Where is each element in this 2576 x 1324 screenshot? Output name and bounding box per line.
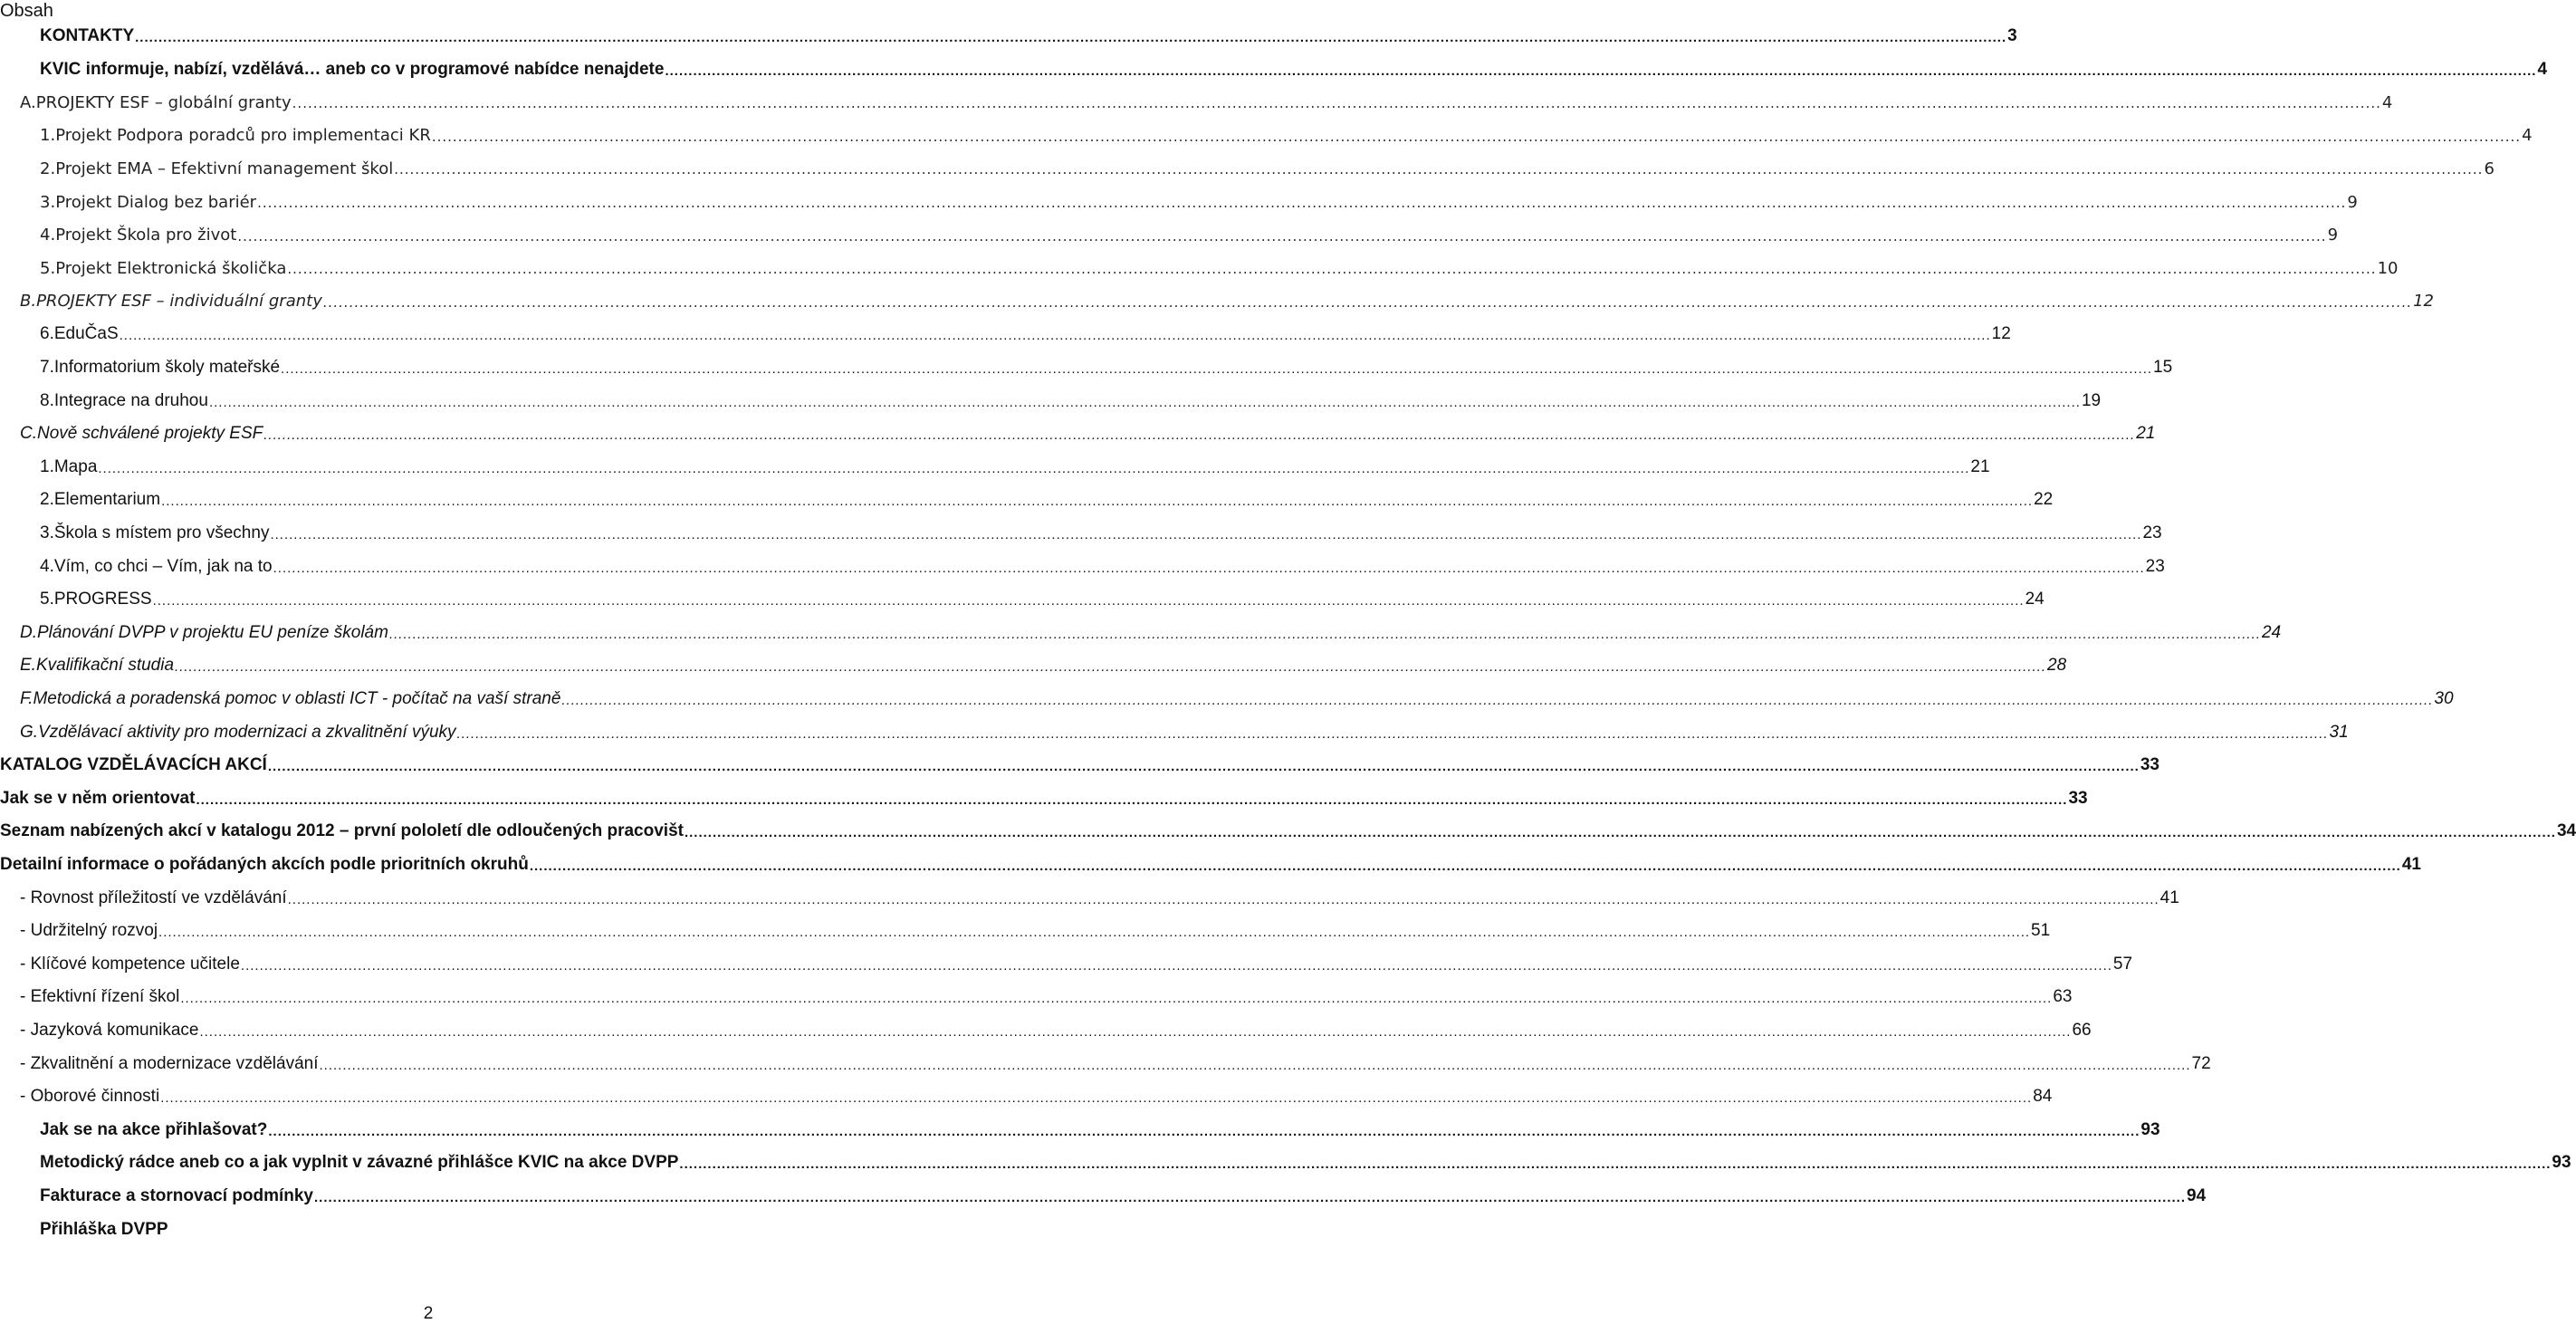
- toc-entry-page: 66: [2072, 1021, 2092, 1040]
- toc-entry-page: 19: [2081, 390, 2102, 410]
- toc-entry-page: 33: [2140, 755, 2159, 775]
- toc-entry-number: 2.: [40, 158, 56, 178]
- toc-entry-page: 3: [2007, 26, 2017, 45]
- toc-dot-leader: ................................................................................................................................................................................................................................................................................................................................................................................................................: [180, 991, 2053, 1007]
- toc-entry[interactable]: [0, 815, 2576, 848]
- toc-entry[interactable]: [0, 981, 2073, 1013]
- toc-entry-number: 7.: [40, 358, 54, 377]
- toc-entry-number: 1.: [40, 456, 54, 476]
- toc-entry[interactable]: [0, 1014, 2092, 1047]
- toc-entry-page: 12: [1991, 324, 2011, 344]
- toc-entry-number: 2.: [40, 490, 54, 510]
- footer-page-number: 2: [423, 1304, 434, 1323]
- toc-entry-page: 63: [2053, 987, 2073, 1007]
- toc-dot-leader: ................................................................................................................................................................................................................................................................................................................................................................................................................: [529, 859, 2401, 874]
- toc-entry-page: 21: [1970, 456, 1990, 476]
- toc-entry[interactable]: [0, 53, 2548, 86]
- toc-entry-page: 23: [2142, 523, 2162, 542]
- toc-entry[interactable]: [0, 252, 2399, 284]
- toc-dot-leader: ................................................................................................................................................................................................................................................................................................................................................................................................................: [270, 527, 2142, 542]
- toc-entry-page: 93: [2140, 1119, 2160, 1139]
- toc-entry-title: PROGRESS: [53, 590, 152, 609]
- toc-entry[interactable]: [0, 385, 2102, 417]
- toc-entry-title: - Oborové činnosti: [20, 1087, 160, 1107]
- toc-entry-title: Projekt Podpora poradců pro implementaci KR: [55, 126, 431, 146]
- toc-dot-leader: ................................................................................................................................................................................................................................................................................................................................................................................................................: [160, 1090, 2033, 1107]
- toc-entry-title: Informatorium školy mateřské: [53, 358, 281, 377]
- toc-entry-number: 8.: [40, 390, 54, 410]
- toc-entry-page: 84: [2033, 1087, 2053, 1107]
- toc-entry[interactable]: [0, 749, 2159, 782]
- toc-entry-title: Kvalifikační studia: [35, 656, 175, 676]
- toc-entry-page: 72: [2191, 1053, 2211, 1073]
- toc-entry-title: Plánování DVPP v projektu EU peníze školám: [37, 622, 388, 642]
- toc-entry-page: 93: [2552, 1153, 2571, 1173]
- toc-entry-page: 15: [2153, 358, 2173, 377]
- toc-dot-leader: ................................................................................................................................................................................................................................................................................................................................................................................................................: [561, 693, 2434, 708]
- toc-entry-page: 41: [2401, 855, 2421, 874]
- toc-entry-page: 41: [2159, 887, 2179, 907]
- toc-entry-title: Integrace na druhou: [53, 390, 208, 410]
- toc-entry[interactable]: [0, 882, 2179, 915]
- toc-entry[interactable]: [0, 948, 2133, 981]
- toc-dot-leader: ................................................................................................................................................................................................................................................................................................................................................................................................................: [287, 261, 2377, 278]
- toc-entry[interactable]: [0, 517, 2162, 550]
- toc-entry[interactable]: [0, 318, 2011, 350]
- toc-entry-title: Metodický rádce aneb co a jak vyplnit v závazné přihlášce KVIC na akce DVPP: [40, 1153, 679, 1173]
- toc-entry-number: A.: [20, 92, 36, 112]
- toc-dot-leader: ................................................................................................................................................................................................................................................................................................................................................................................................................: [240, 957, 2112, 974]
- toc-entry-title: KONTAKTY: [40, 26, 135, 45]
- toc-entry-title: Fakturace a stornovací podmínky: [40, 1186, 313, 1205]
- toc-entry-title: Vím, co chci – Vím, jak na to: [53, 556, 273, 576]
- toc-entry-page: 28: [2047, 656, 2067, 676]
- toc-heading: Obsah: [0, 1, 53, 21]
- toc-entry-title: Projekt Elektronická školička: [55, 258, 287, 278]
- toc-entry-page: 34: [2556, 821, 2576, 841]
- toc-entry[interactable]: [0, 617, 2282, 649]
- toc-entry-title: Projekt EMA – Efektivní management škol: [55, 158, 394, 178]
- toc-entry-title: Detailní informace o pořádaných akcích podle prioritních okruhů: [0, 855, 529, 874]
- toc-dot-leader: ................................................................................................................................................................................................................................................................................................................................................................................................................: [394, 161, 2484, 178]
- toc-dot-leader: ................................................................................................................................................................................................................................................................................................................................................................................................................: [273, 560, 2145, 576]
- toc-entry-title: Vzdělávací aktivity pro modernizaci a zkvalitnění výuky: [38, 722, 456, 742]
- toc-entry[interactable]: [0, 86, 2393, 119]
- toc-entry-title: - Rovnost příležitostí ve vzdělávání: [20, 887, 287, 907]
- toc-dot-leader: ................................................................................................................................................................................................................................................................................................................................................................................................................: [684, 825, 2556, 841]
- toc-entry[interactable]: [0, 849, 2421, 881]
- toc-entry-title: PROJEKTY ESF – globální granty: [35, 92, 292, 112]
- toc-entry[interactable]: [0, 1180, 2207, 1213]
- toc-entry-page: 24: [2025, 590, 2045, 609]
- toc-dot-leader: ................................................................................................................................................................................................................................................................................................................................................................................................................: [456, 725, 2329, 742]
- toc-entry-number: F.: [20, 689, 34, 708]
- toc-entry-number: E.: [20, 656, 36, 676]
- toc-entry[interactable]: [0, 782, 2088, 815]
- toc-dot-leader: ................................................................................................................................................................................................................................................................................................................................................................................................................: [322, 293, 2413, 311]
- toc-entry-page: 24: [2261, 622, 2282, 642]
- toc-dot-leader: ................................................................................................................................................................................................................................................................................................................................................................................................................: [388, 626, 2261, 642]
- toc-entry[interactable]: [0, 285, 2435, 318]
- toc-entry-title: KATALOG VZDĚLÁVACÍCH AKCÍ: [0, 755, 267, 775]
- toc-dot-leader: ................................................................................................................................................................................................................................................................................................................................................................................................................: [98, 460, 1970, 476]
- toc-entry[interactable]: [0, 915, 2051, 947]
- toc-entry-page: 57: [2112, 954, 2133, 974]
- toc-dot-leader: ................................................................................................................................................................................................................................................................................................................................................................................................................: [281, 361, 2153, 377]
- toc-dot-leader: ................................................................................................................................................................................................................................................................................................................................................................................................................: [119, 328, 1991, 344]
- toc-entry-title: - Efektivní řízení škol: [20, 987, 180, 1007]
- toc-entry-page: 6: [2484, 158, 2495, 178]
- toc-entry[interactable]: [0, 219, 2339, 252]
- toc-entry[interactable]: [0, 583, 2045, 616]
- toc-entry-number: 3.: [40, 192, 56, 212]
- toc-dot-leader: ................................................................................................................................................................................................................................................................................................................................................................................................................: [287, 891, 2159, 907]
- toc-entry[interactable]: [0, 351, 2173, 384]
- toc-entry-number: 5.: [40, 258, 56, 278]
- toc-entry-title: Nově schválené projekty ESF: [37, 424, 263, 444]
- toc-entry-title: Jak se v něm orientovat: [0, 788, 196, 808]
- toc-entry[interactable]: [0, 1147, 2571, 1179]
- toc-entry[interactable]: [0, 1048, 2211, 1080]
- toc-entry-page: 94: [2187, 1186, 2207, 1205]
- toc-entry-page: 33: [2068, 788, 2088, 808]
- toc-entry-title: Projekt Škola pro život: [55, 225, 237, 245]
- toc-entry[interactable]: [0, 186, 2358, 218]
- toc-dot-leader: ................................................................................................................................................................................................................................................................................................................................................................................................................: [263, 427, 2136, 444]
- toc-dot-leader: ................................................................................................................................................................................................................................................................................................................................................................................................................: [135, 30, 2007, 45]
- toc-dot-leader: ................................................................................................................................................................................................................................................................................................................................................................................................................: [152, 593, 2025, 609]
- toc-dot-leader: ................................................................................................................................................................................................................................................................................................................................................................................................................: [665, 62, 2537, 79]
- toc-entry-number: 3.: [40, 523, 54, 542]
- toc-dot-leader: ................................................................................................................................................................................................................................................................................................................................................................................................................: [319, 1057, 2191, 1073]
- toc-entry[interactable]: [0, 152, 2495, 185]
- toc-entry-title: Projekt Dialog bez bariér: [55, 192, 257, 212]
- toc-entry[interactable]: [0, 551, 2165, 583]
- toc-entry-title: Škola s místem pro všechny: [53, 523, 270, 542]
- toc-entry-title: Jak se na akce přihlašovat?: [40, 1119, 268, 1139]
- toc-entry-page: 22: [2034, 490, 2054, 510]
- toc-entry-number: C.: [20, 424, 37, 444]
- toc-entry-number: 6.: [40, 324, 54, 344]
- toc-entry-number: D.: [20, 622, 37, 642]
- toc-entry-page: 10: [2377, 258, 2399, 278]
- toc-entry[interactable]: [0, 417, 2156, 450]
- toc-entry-number: 5.: [40, 590, 54, 609]
- toc-dot-leader: ................................................................................................................................................................................................................................................................................................................................................................................................................: [161, 494, 2034, 510]
- toc-entry-title: Metodická a poradenská pomoc v oblasti ICT - počítač na vaší straně: [33, 689, 561, 708]
- toc-entry-page: 31: [2329, 722, 2349, 742]
- toc-entry-title: - Jazyková komunikace: [20, 1021, 199, 1040]
- toc-entry-page: 9: [2327, 225, 2339, 245]
- toc-entry-title: Elementarium: [53, 490, 161, 510]
- toc-dot-leader: ................................................................................................................................................................................................................................................................................................................................................................................................................: [267, 759, 2140, 775]
- toc-entry-title: - Udržitelný rozvoj: [20, 921, 158, 941]
- toc-entry-page: 12: [2413, 292, 2435, 312]
- toc-entry-page: 4: [2381, 92, 2393, 112]
- toc-entry-title: - Klíčové kompetence učitele: [20, 954, 240, 974]
- toc-entry-title: PROJEKTY ESF – individuální granty: [36, 292, 322, 312]
- toc-entry-page: 51: [2031, 921, 2051, 941]
- toc-dot-leader: ................................................................................................................................................................................................................................................................................................................................................................................................................: [268, 1123, 2140, 1139]
- toc-entry-number: B.: [20, 292, 37, 312]
- toc-entry[interactable]: [0, 120, 2533, 152]
- toc-entry[interactable]: [0, 451, 1990, 484]
- toc-entry[interactable]: [0, 484, 2054, 516]
- toc-entry-number: 4.: [40, 556, 54, 576]
- toc-entry-number: 1.: [40, 126, 56, 146]
- toc-entry[interactable]: [0, 1080, 2053, 1113]
- toc-dot-leader: ................................................................................................................................................................................................................................................................................................................................................................................................................: [292, 95, 2381, 112]
- toc-dot-leader: ................................................................................................................................................................................................................................................................................................................................................................................................................: [208, 394, 2081, 410]
- toc-entry[interactable]: [0, 1114, 2160, 1147]
- toc-entry[interactable]: [0, 1214, 869, 1246]
- toc-entry-title: EduČaS: [53, 324, 119, 344]
- toc-entry-number: 4.: [40, 225, 56, 245]
- toc-entry-title: Seznam nabízených akcí v katalogu 2012 – první pololetí dle odloučených pracovišt: [0, 821, 684, 841]
- toc-entry-number: G.: [20, 722, 39, 742]
- toc-dot-leader: ................................................................................................................................................................................................................................................................................................................................................................................................................: [175, 659, 2047, 676]
- toc-dot-leader: ................................................................................................................................................................................................................................................................................................................................................................................................................: [196, 792, 2068, 808]
- toc-dot-leader: ................................................................................................................................................................................................................................................................................................................................................................................................................: [237, 227, 2327, 245]
- toc-dot-leader: ................................................................................................................................................................................................................................................................................................................................................................................................................: [679, 1156, 2552, 1173]
- toc-dot-leader: ................................................................................................................................................................................................................................................................................................................................................................................................................: [199, 1024, 2072, 1040]
- toc-dot-leader: ................................................................................................................................................................................................................................................................................................................................................................................................................: [158, 925, 2031, 941]
- toc-entry-page: 9: [2347, 192, 2358, 212]
- toc-entry-title: - Zkvalitnění a modernizace vzdělávání: [20, 1053, 319, 1073]
- toc-entry-title: Mapa: [53, 456, 98, 476]
- toc-entry-title: Přihláška DVPP: [40, 1219, 168, 1239]
- toc-entry[interactable]: [0, 20, 2017, 53]
- toc-entry[interactable]: [0, 716, 2349, 749]
- toc-dot-leader: ................................................................................................................................................................................................................................................................................................................................................................................................................: [431, 128, 2522, 145]
- toc-entry-page: 21: [2136, 424, 2156, 444]
- toc-entry-page: 4: [2522, 126, 2533, 146]
- toc-entry-page: 4: [2537, 59, 2548, 79]
- toc-entry[interactable]: [0, 649, 2067, 682]
- toc-dot-leader: ................................................................................................................................................................................................................................................................................................................................................................................................................: [257, 195, 2347, 211]
- toc-entry[interactable]: [0, 683, 2454, 715]
- toc-entry-page: 30: [2434, 689, 2454, 708]
- toc-dot-leader: ................................................................................................................................................................................................................................................................................................................................................................................................................: [314, 1190, 2186, 1205]
- toc-entry-page: 23: [2145, 556, 2165, 576]
- toc-entry-title: KVIC informuje, nabízí, vzdělává… aneb co v programové nabídce nenajdete: [40, 59, 665, 79]
